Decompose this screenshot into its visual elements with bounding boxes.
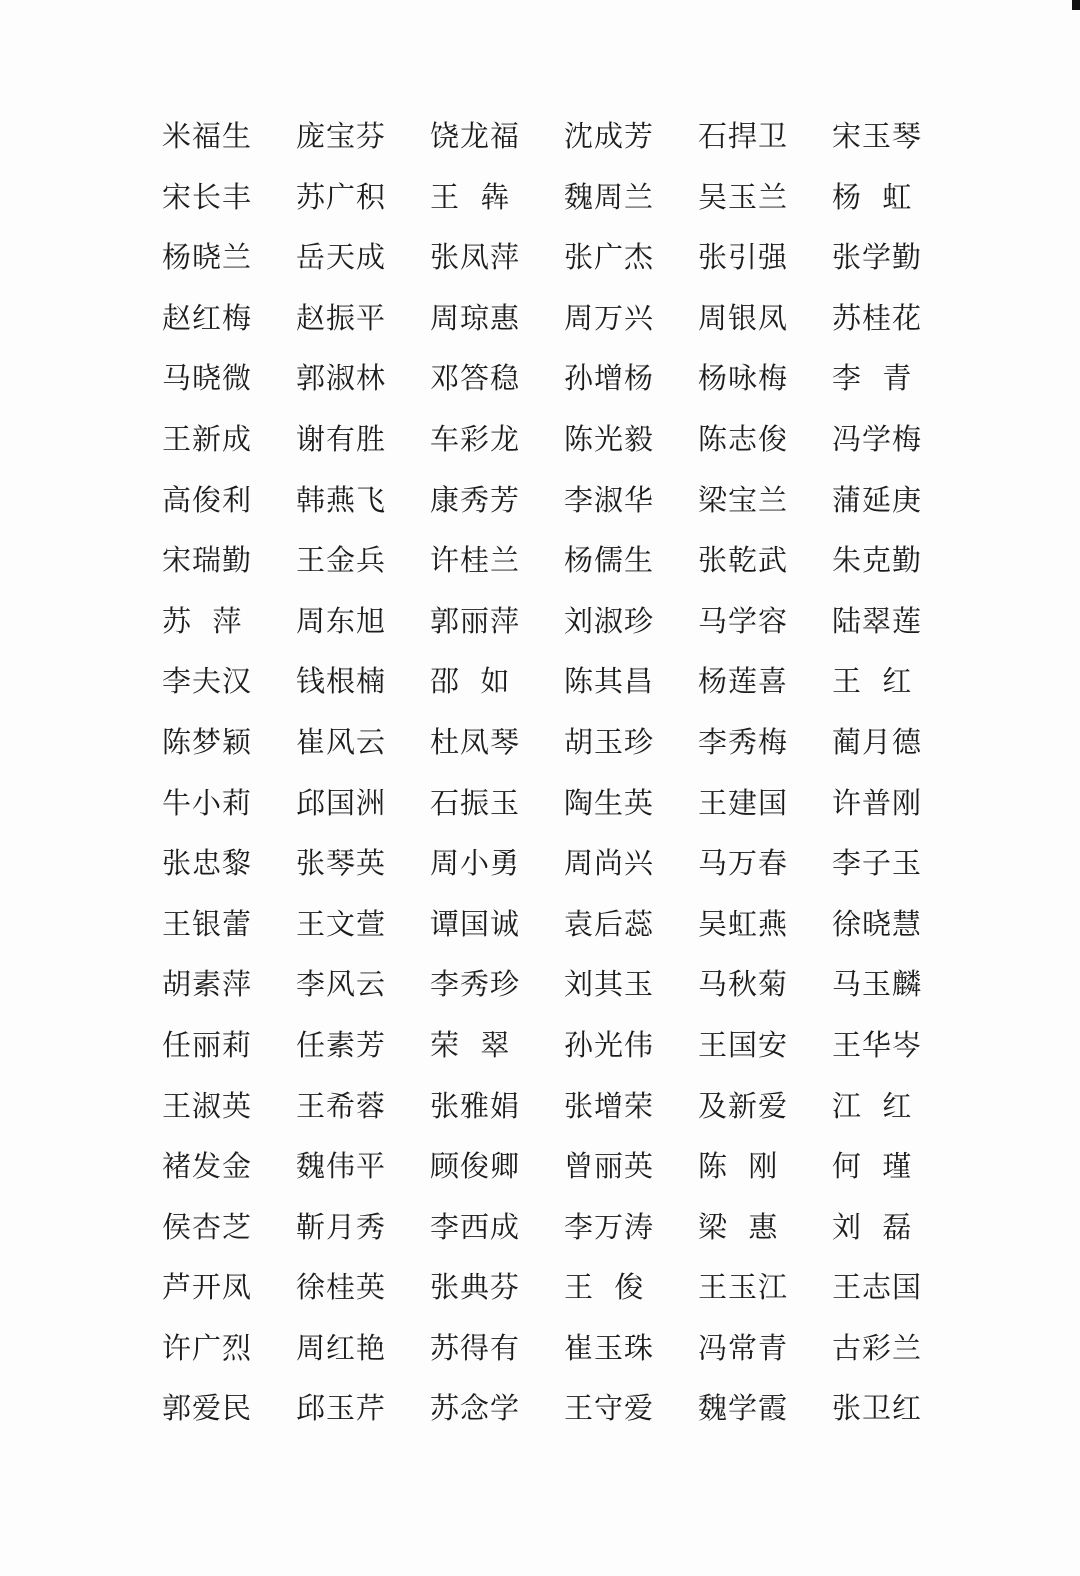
person-name: 吴玉兰 — [698, 179, 789, 214]
person-name: 陶生英 — [564, 785, 655, 820]
person-name: 张乾武 — [698, 543, 789, 578]
person-name: 靳月秀 — [296, 1209, 387, 1244]
person-name: 胡玉珍 — [564, 724, 655, 759]
person-name: 朱克勤 — [832, 543, 923, 578]
person-name: 宋玉琴 — [832, 119, 923, 153]
person-name: 杜凤琴 — [430, 724, 521, 759]
person-name: 陈志俊 — [698, 421, 789, 456]
person-name: 周小勇 — [430, 846, 521, 881]
person-name: 崔玉珠 — [564, 1330, 655, 1365]
person-name: 张琴英 — [296, 846, 387, 881]
person-name: 孙光伟 — [564, 1027, 655, 1062]
person-name: 钱根楠 — [296, 664, 387, 699]
person-name: 马万春 — [698, 846, 789, 881]
person-name: 徐晓慧 — [832, 906, 923, 941]
person-name: 饶龙福 — [430, 119, 521, 153]
person-name: 芦开凤 — [162, 1270, 253, 1305]
person-name: 张雅娟 — [430, 1088, 521, 1123]
person-name: 赵振平 — [296, 300, 387, 335]
person-name: 苏得有 — [430, 1330, 521, 1365]
person-name: 刘淑珍 — [564, 603, 655, 638]
person-name: 马学容 — [698, 603, 789, 638]
person-name: 张增荣 — [564, 1088, 655, 1123]
person-name: 刘 磊 — [832, 1209, 913, 1244]
person-name: 梁宝兰 — [698, 482, 789, 517]
scan-corner-mark — [1072, 0, 1080, 10]
person-name: 李夫汉 — [162, 664, 253, 699]
person-name: 徐桂英 — [296, 1270, 387, 1305]
person-name: 郭丽萍 — [430, 603, 521, 638]
person-name: 石振玉 — [430, 785, 521, 820]
person-name: 李子玉 — [832, 846, 923, 881]
person-name: 蒲延庚 — [832, 482, 923, 517]
person-name: 陈其昌 — [564, 664, 655, 699]
person-name: 周东旭 — [296, 603, 387, 638]
person-name: 周琼惠 — [430, 300, 521, 335]
person-name: 王新成 — [162, 421, 253, 456]
person-name: 张广杰 — [564, 240, 655, 275]
person-name: 张凤萍 — [430, 240, 521, 275]
person-name: 苏 萍 — [162, 603, 243, 638]
person-name: 李淑华 — [564, 482, 655, 517]
person-name: 王淑英 — [162, 1088, 253, 1123]
person-name: 岳天成 — [296, 240, 387, 275]
person-name: 车彩龙 — [430, 421, 521, 456]
person-name: 张学勤 — [832, 240, 923, 275]
person-name: 张典芬 — [430, 1270, 521, 1305]
person-name: 周红艳 — [296, 1330, 387, 1365]
person-name: 周万兴 — [564, 300, 655, 335]
person-name: 谢有胜 — [296, 421, 387, 456]
person-name: 王 红 — [832, 664, 913, 699]
person-name: 王希蓉 — [296, 1088, 387, 1123]
person-name: 王 俊 — [564, 1270, 645, 1305]
person-name: 王文萱 — [296, 906, 387, 941]
person-name: 王华岑 — [832, 1027, 923, 1062]
person-name: 刘其玉 — [564, 967, 655, 1002]
person-name: 宋长丰 — [162, 179, 253, 214]
person-name: 李 青 — [832, 361, 913, 396]
person-name: 侯杏芝 — [162, 1209, 253, 1244]
person-name: 杨 虹 — [832, 179, 913, 214]
person-name: 杨莲喜 — [698, 664, 789, 699]
person-name: 陈 刚 — [698, 1149, 779, 1184]
name-list — [162, 106, 952, 1439]
person-name: 许广烈 — [162, 1330, 253, 1365]
person-name: 苏广积 — [296, 179, 387, 214]
person-name: 王守爱 — [564, 1391, 655, 1426]
person-name: 曾丽英 — [564, 1149, 655, 1184]
person-name: 张忠黎 — [162, 846, 253, 881]
person-name: 韩燕飞 — [296, 482, 387, 517]
person-name: 褚发金 — [162, 1149, 253, 1184]
person-name: 杨咏梅 — [698, 361, 789, 396]
person-name: 谭国诚 — [430, 906, 521, 941]
person-name: 李万涛 — [564, 1209, 655, 1244]
person-name: 李风云 — [296, 967, 387, 1002]
person-name: 杨儒生 — [564, 543, 655, 578]
person-name: 崔风云 — [296, 724, 387, 759]
person-name: 任素芳 — [296, 1027, 387, 1062]
person-name: 何 瑾 — [832, 1149, 913, 1184]
person-name: 苏桂花 — [832, 300, 923, 335]
person-name: 王志国 — [832, 1270, 923, 1305]
person-name: 沈成芳 — [564, 119, 655, 153]
person-name: 许桂兰 — [430, 543, 521, 578]
person-name: 魏伟平 — [296, 1149, 387, 1184]
person-name: 宋瑞勤 — [162, 543, 253, 578]
person-name: 高俊利 — [162, 482, 253, 517]
person-name: 邓答稳 — [430, 361, 521, 396]
person-name: 张引强 — [698, 240, 789, 275]
person-name: 王金兵 — [296, 543, 387, 578]
person-name: 冯学梅 — [832, 421, 923, 456]
person-name: 庞宝芬 — [296, 119, 387, 153]
person-name: 蔺月德 — [832, 724, 923, 759]
person-name: 李秀珍 — [430, 967, 521, 1002]
person-name: 王 犇 — [430, 179, 511, 214]
person-name: 邱玉芹 — [296, 1391, 387, 1426]
person-name: 米福生 — [162, 119, 253, 153]
person-name: 周尚兴 — [564, 846, 655, 881]
person-name: 李西成 — [430, 1209, 521, 1244]
person-name: 陈光毅 — [564, 421, 655, 456]
person-name: 周银凤 — [698, 300, 789, 335]
person-name: 顾俊卿 — [430, 1149, 521, 1184]
person-name: 邱国洲 — [296, 785, 387, 820]
person-name: 郭爱民 — [162, 1391, 253, 1426]
person-name: 王国安 — [698, 1027, 789, 1062]
person-name: 任丽莉 — [162, 1027, 253, 1062]
person-name: 李秀梅 — [698, 724, 789, 759]
person-name: 梁 惠 — [698, 1209, 779, 1244]
person-name: 张卫红 — [832, 1391, 923, 1426]
person-name: 许普刚 — [832, 785, 923, 820]
person-name: 康秀芳 — [430, 482, 521, 517]
person-name: 王银蕾 — [162, 906, 253, 941]
person-name: 胡素萍 — [162, 967, 253, 1002]
person-name: 江 红 — [832, 1088, 913, 1123]
person-name: 牛小莉 — [162, 785, 253, 820]
person-name: 苏念学 — [430, 1391, 521, 1426]
person-name: 冯常青 — [698, 1330, 789, 1365]
person-name: 陈梦颖 — [162, 724, 253, 759]
person-name: 魏周兰 — [564, 179, 655, 214]
person-name: 王玉江 — [698, 1270, 789, 1305]
person-name: 王建国 — [698, 785, 789, 820]
person-name: 陆翠莲 — [832, 603, 923, 638]
person-name: 袁后蕊 — [564, 906, 655, 941]
person-name: 马玉麟 — [832, 967, 923, 1002]
person-name: 荣 翠 — [430, 1027, 511, 1062]
person-name: 吴虹燕 — [698, 906, 789, 941]
person-name: 马晓微 — [162, 361, 253, 396]
person-name: 孙增杨 — [564, 361, 655, 396]
person-name: 石捍卫 — [698, 119, 789, 153]
person-name: 邵 如 — [430, 664, 511, 699]
person-name: 马秋菊 — [698, 967, 789, 1002]
person-name: 郭淑林 — [296, 361, 387, 396]
person-name: 古彩兰 — [832, 1330, 923, 1365]
person-name: 赵红梅 — [162, 300, 253, 335]
person-name: 杨晓兰 — [162, 240, 253, 275]
person-name: 及新爱 — [698, 1088, 789, 1123]
person-name: 魏学霞 — [698, 1391, 789, 1426]
